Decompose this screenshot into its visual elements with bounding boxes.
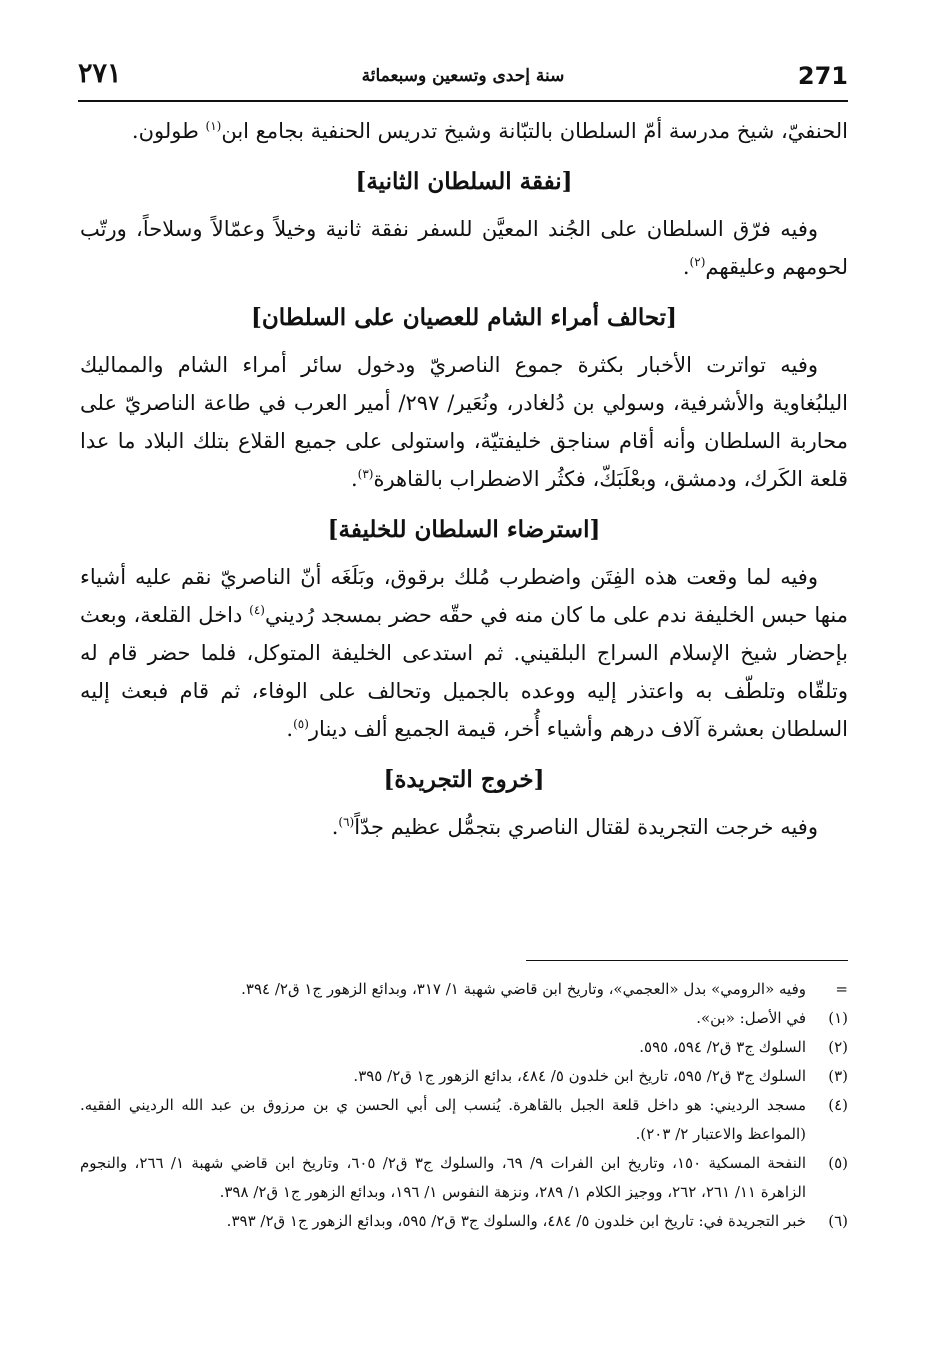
footnote-ref: (٢) [689,255,706,269]
paragraph-alliance: وفيه تواترت الأخبار بكثرة جموع الناصريّ ودخول سائر أمراء الشام والمماليك اليلبُغاوية والأشرفية، وسولي بن دُلغادر، ونُعَير/ ٢٩٧/ أمير العرب في طاعة الناصريّ على محاربة السلطان وأنه أقام سناجق خليفتيّة، واستولى على جميع القلاع بتلك البلاد ما عدا قلعة الكَرك، ودمشق، وبعْلَبَكّ، فكثُر الاضطراب بالقاهرة$^{(٣)}$. [80,353,849,491]
footnote-mark: (٣) [828,1067,848,1085]
footnotes [80,960,848,1236]
footnote-text: مسجد الرديني: هو داخل قلعة الجبل بالقاهرة. يُنسب إلى أبي الحسن ي بن مرزوق بن عبد الله الرديني الفقيه. (المواعظ والاعتبار ٢/ ٢٠٣). [80,1096,806,1143]
footnote-mark: (١) [828,1009,848,1027]
running-title: سنة إحدى وتسعين وسبعمائة [361,66,565,86]
footnote-ref: (١) [205,119,222,133]
footnote-text: خبر التجريدة في: تاريخ ابن خلدون ٥/ ٤٨٤، والسلوك ج٣ ق٢/ ٥٩٥، وبدائع الزهور ج١ ق٢/ ٣٩٣. [226,1212,806,1230]
page-header [78,56,848,102]
footnote-item [80,1004,848,1033]
section-heading-alliance: [تحالف أمراء الشام للعصيان على السلطان] [251,304,677,331]
footnote-ref: (٦) [338,815,355,829]
paragraph-caliph: وفيه لما وقعت هذه الفِتَن واضطرب مُلك برقوق، وبَلَغَه أنّ الناصريّ نقم عليه أشياء منها حبس الخليفة ندم على ما كان منه في حقّه حضر بمسجد رُديني$^{(٤)}$ داخل القلعة، وبعث بإحضار شيخ الإسلام السراج البلقيني. ثم استدعى الخليفة المتوكل، فلما حضر قام له وتلقّاه وتلطّف به واعتذر إليه ووعده بالجميل وتحالف على الوفاء، ثم قام فبعث إليه السلطان بعشرة آلاف درهم وأشياء أُخر، قيمة الجميع ألف دينار$^{(٥)}$. [80,565,848,741]
footnote-text: في الأصل: «بن». [696,1009,806,1027]
footnote-item [80,1149,848,1207]
section-heading-caliph: [استرضاء السلطان للخليفة] [327,516,601,543]
page-number-arabic: ٢٧١ [78,58,122,89]
footnote-ref: (٣) [357,467,374,481]
footnote-item [80,1207,848,1236]
footnote-item [80,1091,848,1149]
footnote-divider [526,960,848,961]
footnote-ref: (٥) [293,717,309,731]
footnote-text: السلوك ج٣ ق٢/ ٥٩٤، ٥٩٥. [639,1038,806,1056]
paragraph-continuation: الحنفيّ، شيخ مدرسة أمّ السلطان بالتبّانة وشيخ تدريس الحنفية بجامع ابن$^{(١)}$ طولون. [131,119,848,143]
footnote-mark: (٥) [828,1154,848,1172]
footnote-item [80,1033,848,1062]
footnote-ref: (٤) [249,603,265,617]
section-heading-expedition: [خروج التجريدة] [383,766,545,793]
footnote-mark: (٦) [828,1212,848,1230]
footnote-item [80,975,848,1004]
footnote-text: السلوك ج٣ ق٢/ ٥٩٥، تاريخ ابن خلدون ٥/ ٤٨٤، بدائع الزهور ج١ ق٢/ ٣٩٥. [353,1067,806,1085]
footnote-text: وفيه «الرومي» بدل «العجمي»، وتاريخ ابن قاضي شهبة ١/ ٣١٧، وبدائع الزهور ج١ ق٢/ ٣٩٤. [241,980,806,998]
footnote-mark: (٢) [828,1038,848,1056]
page-number-latin: 271 [797,62,848,90]
section-heading-second-expense: [نفقة السلطان الثانية] [355,168,573,195]
footnote-item [80,1062,848,1091]
main-text [80,112,848,846]
paragraph-expedition: وفيه خرجت التجريدة لقتال الناصري بتجمُّل عظيم جدّاً$^{(٦)}$. [331,815,818,839]
paragraph-second-expense: وفيه فرّق السلطان على الجُند المعيَّن للسفر نفقة ثانية وخيلاً وعمّالاً وسلاحاً، ورتّب لحومهم وعليقهم$^{(٢)}$. [80,217,848,279]
footnote-mark: = [835,980,848,998]
footnote-mark: (٤) [828,1096,848,1114]
footnote-text: النفحة المسكية ١٥٠، وتاريخ ابن الفرات ٩/ ٦٩، والسلوك ج٣ ق٢/ ٦٠٥، وتاريخ ابن قاضي شهبة ١/ ٢٦٦، والنجوم الزاهرة ١١/ ٢٦١، ٢٦٢، ووجيز الكلام ١/ ٢٨٩، ونزهة النفوس ١/ ١٩٦، وبدائع الزهور ج١ ق٢/ ٣٩٨. [80,1154,807,1201]
